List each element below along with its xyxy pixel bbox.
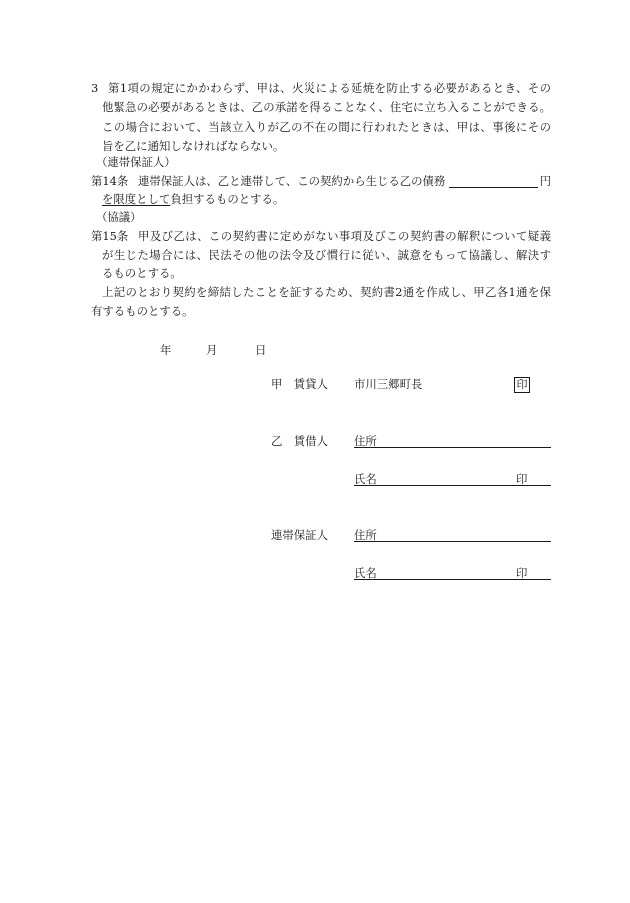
lessor-label: 甲 賃貸人 xyxy=(271,377,328,391)
underlined-limit-text: を限度として xyxy=(102,192,171,206)
lessor-seal-box: 印 xyxy=(514,377,530,393)
guarantor-address-line xyxy=(354,527,551,542)
article-15-line-2: が生じた場合には、民法その他の法令及び慣行に従い、誠意をもって協議し、解決す xyxy=(102,248,551,262)
clause-number: 3 xyxy=(91,81,99,95)
article-14-number: 第14条 xyxy=(91,174,129,188)
guarantor-label: 連帯保証人 xyxy=(271,528,328,542)
guarantor-seal-mark: 印 xyxy=(516,566,528,580)
currency-unit: 円 xyxy=(539,174,551,188)
article-14-line-2-rest: 負担するものとする。 xyxy=(170,192,285,206)
guarantor-address-label: 住所 xyxy=(354,528,377,542)
article-14-line-2 xyxy=(102,191,284,207)
lessor-name: 市川三郷町長 xyxy=(354,377,423,391)
lessee-name-line xyxy=(354,471,551,486)
article-14-text: 連帯保証人は、乙と連帯して、この契約から生じる乙の債務 xyxy=(138,174,446,188)
closing-line-2: 有するものとする。 xyxy=(91,304,194,318)
article-14-heading: （連帯保証人） xyxy=(96,155,176,169)
guarantor-name-line xyxy=(354,565,551,580)
closing-line-1: 上記のとおり契約を締結したことを証するため、契約書2通を作成し、甲乙各1通を保 xyxy=(102,285,551,299)
date-month-label: 月 xyxy=(206,343,218,357)
guarantor-name-label: 氏名 xyxy=(354,566,377,580)
clause-3-line-4: 旨を乙に通知しなければならない。 xyxy=(102,139,285,153)
article-15-line-3: るものとする。 xyxy=(102,266,182,280)
lessee-seal-mark: 印 xyxy=(516,472,528,486)
clause-3-line-1: 第1項の規定にかかわらず、甲は、火災による延焼を防止する必要があるとき、その xyxy=(108,81,551,95)
lessee-address-line xyxy=(354,433,551,448)
date-day-label: 日 xyxy=(255,343,267,357)
lessee-address-label: 住所 xyxy=(354,434,377,448)
lessee-label: 乙 賃借人 xyxy=(271,434,328,448)
article-15-heading: （協議） xyxy=(96,210,142,224)
date-year-label: 年 xyxy=(160,343,172,357)
clause-3-line-3: この場合において、当該立入りが乙の不在の間に行われたときは、甲は、事後にその xyxy=(102,120,551,134)
article-14-line-1 xyxy=(138,173,551,189)
clause-3-line-2: 他緊急の必要があるときは、乙の承諾を得ることなく、住宅に立ち入ることができる。 xyxy=(102,100,551,114)
guarantee-amount-blank xyxy=(449,173,537,188)
article-15-line-1: 甲及び乙は、この契約書に定めがない事項及びこの契約書の解釈について疑義 xyxy=(138,229,551,243)
lessee-name-label: 氏名 xyxy=(354,472,377,486)
article-15-number: 第15条 xyxy=(91,229,129,243)
